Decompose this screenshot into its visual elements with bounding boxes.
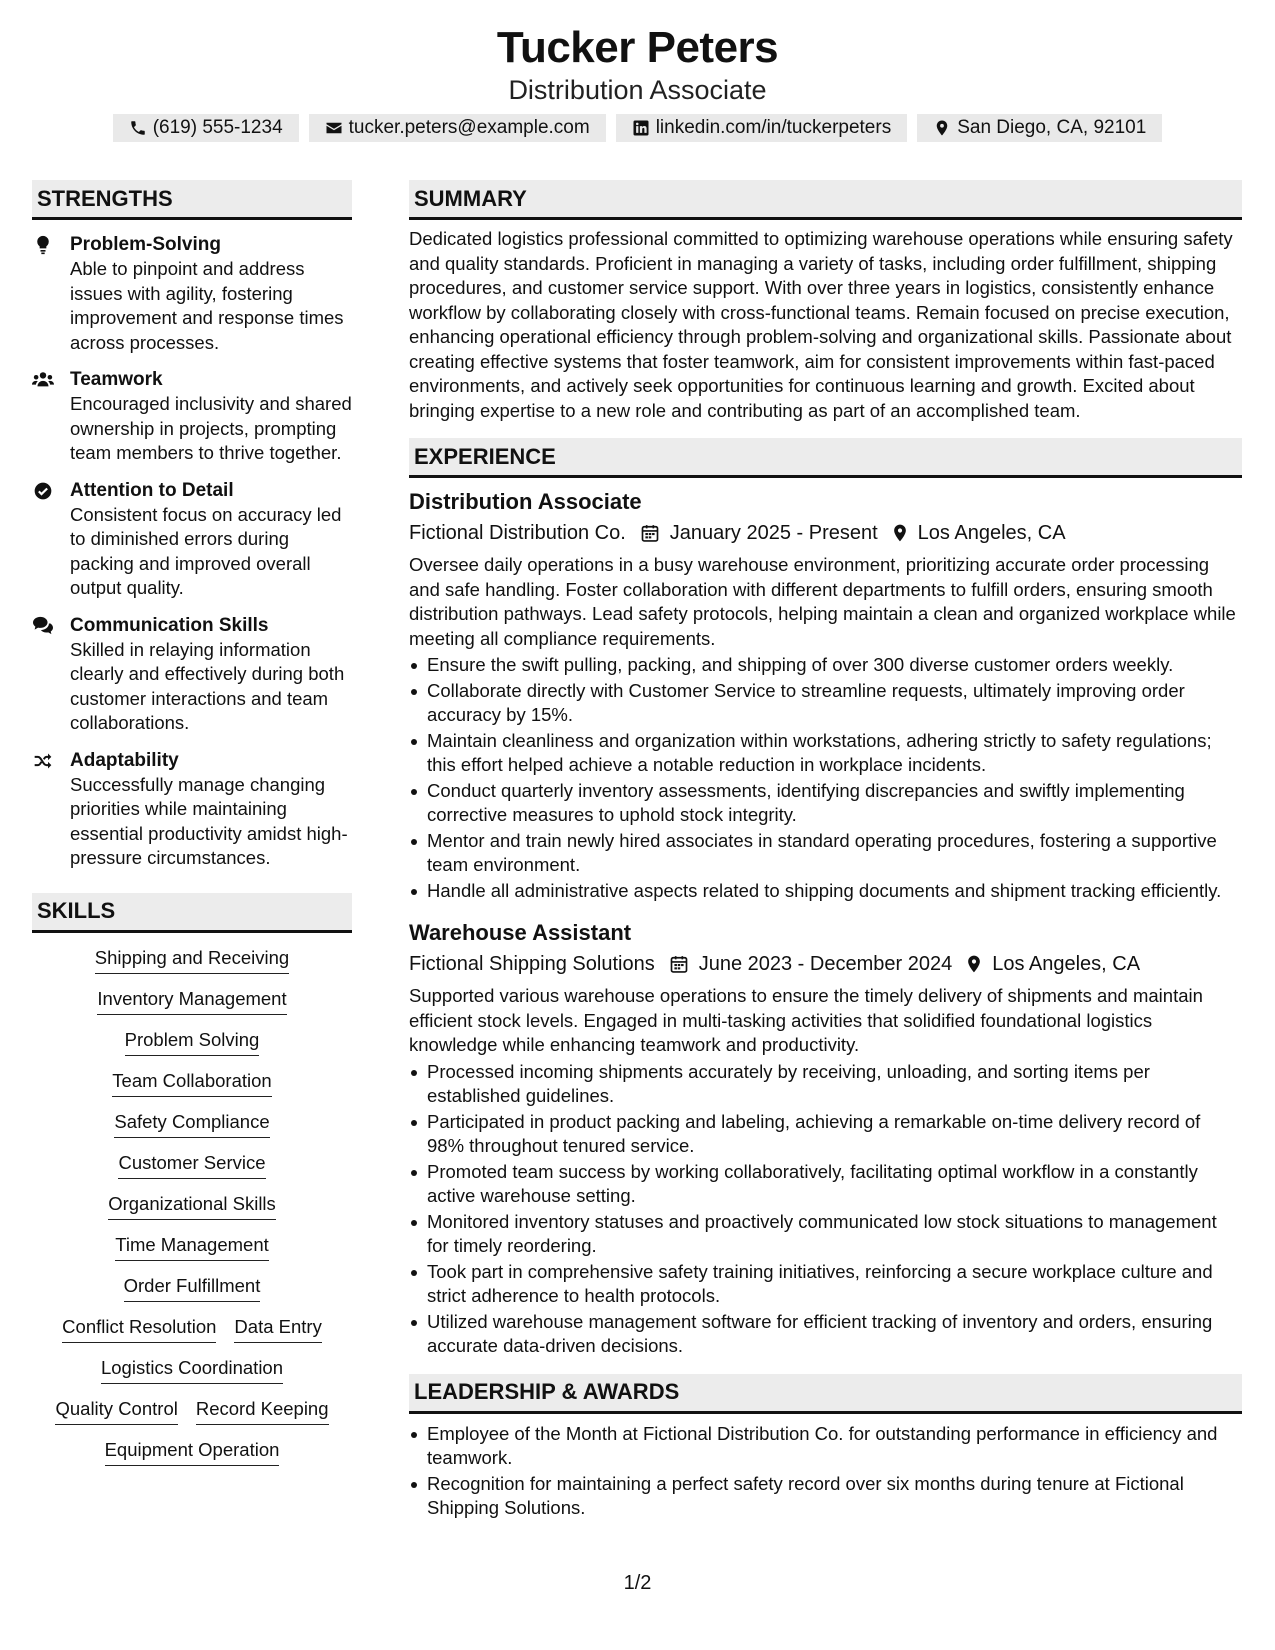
- strength-title: Problem-Solving: [70, 234, 221, 255]
- calendar-icon: [669, 954, 689, 974]
- candidate-name: Tucker Peters: [496, 23, 779, 72]
- strength-desc: Successfully manage changing priorities while maintaining essential productivity amidst high-pressure circumstances.: [70, 773, 348, 868]
- left-column: [32, 180, 352, 1466]
- job-entry: [409, 488, 1242, 903]
- job-entry: [409, 919, 1242, 1359]
- job-bullet: Mentor and train newly hired associates in standard operating procedures, fostering a supportive team environment.: [409, 829, 1242, 878]
- job-dates: January 2025 - Present: [669, 522, 878, 544]
- contact-linkedin-text: linkedin.com/in/tuckerpeters: [655, 117, 892, 138]
- strength-title: Teamwork: [70, 369, 163, 390]
- job-bullet: Handle all administrative aspects related to shipping documents and shipment tracking efficiently.: [409, 879, 1242, 904]
- strength-item: [32, 233, 352, 355]
- envelope-icon: [325, 119, 343, 137]
- job-bullet: Processed incoming shipments accurately by receiving, unloading, and sorting items per established guidelines.: [409, 1060, 1242, 1109]
- summary-text: Dedicated logistics professional committed to optimizing warehouse operations while ensuring safety and quality standards. Proficient in managing a variety of tasks, including order fulfillment, shipping procedures, and customer service support. With over three years in logistics, consistently enhance workflow by collaborating closely with cross-functional teams. Remain focused on precise execution, enhancing operational efficiency through problem-solving and organizational skills. Passionate about creating effective systems that foster teamwork, aim for consistent improvements within fast-paced environments, and actively seek opportunities for continuous learning and growth. Excited about bringing expertise to a new role and contributing as part of an accomplished team.: [409, 228, 1233, 421]
- strength-desc: Encouraged inclusivity and shared ownership in projects, prompting team members to thrive together.: [70, 393, 352, 463]
- skill-tag: Safety Compliance: [114, 1111, 269, 1138]
- calendar-icon: [640, 523, 660, 543]
- awards-list: [409, 1422, 1242, 1521]
- skill-tag: Customer Service: [118, 1152, 265, 1179]
- job-role: Distribution Associate: [409, 489, 642, 514]
- skill-tag: Shipping and Receiving: [95, 947, 289, 974]
- contact-email[interactable]: [309, 114, 606, 142]
- phone-icon: [129, 119, 147, 137]
- lightbulb-icon: [32, 235, 54, 255]
- job-company: Fictional Shipping Solutions: [409, 953, 655, 975]
- awards-heading: LEADERSHIP & AWARDS: [409, 1374, 1242, 1414]
- contact-location-text: San Diego, CA, 92101: [957, 117, 1147, 138]
- skills-list: [32, 947, 352, 1466]
- skill-tag: Quality Control: [55, 1398, 177, 1425]
- contact-email-text: tucker.peters@example.com: [348, 117, 590, 138]
- strength-item: [32, 749, 352, 871]
- users-icon: [32, 370, 54, 390]
- job-description: Supported various warehouse operations to ensure the timely delivery of shipments and maintain efficient stock levels. Engaged in multi-tasking activities that solidified foundational logistics knowledge while enhancing teamwork and productivity.: [409, 985, 1203, 1055]
- job-meta: [409, 519, 1242, 547]
- job-location: Los Angeles, CA: [992, 953, 1141, 975]
- job-bullet: Participated in product packing and labeling, achieving a remarkable on-time delivery record of 98% throughout tenured service.: [409, 1110, 1242, 1159]
- skill-tag: Equipment Operation: [105, 1439, 280, 1466]
- contact-bar: [0, 114, 1275, 142]
- job-description: Oversee daily operations in a busy warehouse environment, prioritizing accurate order processing and safe handling. Foster collaboration with different departments to fulfill orders, ensuring smooth distribution pathways. Lead safety protocols, helping maintain a clean and organized workplace while meeting all compliance requirements.: [409, 554, 1236, 649]
- skill-tag: Organizational Skills: [108, 1193, 276, 1220]
- strengths-heading: STRENGTHS: [32, 180, 352, 220]
- job-dates: June 2023 - December 2024: [698, 953, 953, 975]
- job-meta: [409, 950, 1242, 978]
- strength-desc: Able to pinpoint and address issues with agility, fostering improvement and response times across processes.: [70, 258, 344, 353]
- strength-desc: Skilled in relaying information clearly and effectively during both customer interactions and team collaborations.: [70, 638, 345, 733]
- check-circle-icon: [32, 481, 54, 501]
- job-bullet: Ensure the swift pulling, packing, and shipping of over 300 diverse customer orders weekly.: [409, 653, 1242, 678]
- experience-section: [409, 438, 1242, 1359]
- skill-tag: Problem Solving: [125, 1029, 260, 1056]
- strength-title: Attention to Detail: [70, 479, 234, 501]
- skill-tag: Conflict Resolution: [62, 1316, 216, 1343]
- awards-section: [409, 1374, 1242, 1521]
- right-column: [409, 180, 1242, 1522]
- shuffle-icon: [32, 751, 54, 771]
- job-bullet: Conduct quarterly inventory assessments, identifying discrepancies and swiftly implementing corrective measures to uphold stock integrity.: [409, 779, 1242, 828]
- skill-tag: Record Keeping: [196, 1398, 329, 1425]
- job-company: Fictional Distribution Co.: [409, 522, 626, 544]
- skill-tag: Order Fulfillment: [124, 1275, 261, 1302]
- resume-header: [0, 22, 1275, 142]
- strength-title: Communication Skills: [70, 614, 269, 636]
- job-bullets: [409, 653, 1242, 903]
- linkedin-icon: [632, 119, 650, 137]
- contact-phone[interactable]: [113, 114, 299, 142]
- job-bullets: [409, 1060, 1242, 1359]
- map-pin-icon: [964, 954, 984, 974]
- map-pin-icon: [933, 119, 951, 137]
- skill-tag: Time Management: [115, 1234, 269, 1261]
- job-bullet: Maintain cleanliness and organization within workstations, adhering strictly to safety regulations; this effort helped achieve a notable reduction in workplace incidents.: [409, 729, 1242, 778]
- strength-item: [32, 368, 352, 466]
- award-item: Employee of the Month at Fictional Distribution Co. for outstanding performance in efficiency and teamwork.: [409, 1422, 1242, 1471]
- job-bullet: Monitored inventory statuses and proactively communicated low stock situations to management for timely reordering.: [409, 1210, 1242, 1259]
- strength-item: [32, 479, 352, 601]
- job-role: Warehouse Assistant: [409, 920, 632, 945]
- skill-tag: Team Collaboration: [112, 1070, 271, 1097]
- contact-location: [917, 114, 1162, 142]
- comments-icon: [32, 616, 54, 636]
- candidate-title: Distribution Associate: [508, 75, 767, 105]
- contact-linkedin[interactable]: [616, 114, 908, 142]
- skill-tag: Logistics Coordination: [101, 1357, 283, 1384]
- strength-title: Adaptability: [70, 749, 179, 771]
- job-location: Los Angeles, CA: [917, 522, 1066, 544]
- contact-phone-text: (619) 555-1234: [152, 117, 283, 138]
- strength-item: [32, 614, 352, 736]
- page-number: 1/2: [623, 1572, 652, 1594]
- job-bullet: Collaborate directly with Customer Service to streamline requests, ultimately improving order accuracy by 15%.: [409, 679, 1242, 728]
- skill-tag: Data Entry: [234, 1316, 321, 1343]
- skill-tag: Inventory Management: [97, 988, 286, 1015]
- strength-desc: Consistent focus on accuracy led to diminished errors during packing and improved overall output quality.: [70, 503, 342, 598]
- map-pin-icon: [890, 523, 910, 543]
- summary-heading: SUMMARY: [409, 180, 1242, 220]
- skills-heading: SKILLS: [32, 893, 352, 933]
- job-bullet: Utilized warehouse management software for efficient tracking of inventory and orders, ensuring accurate data-driven decisions.: [409, 1310, 1242, 1359]
- experience-heading: EXPERIENCE: [409, 438, 1242, 478]
- award-item: Recognition for maintaining a perfect safety record over six months during tenure at Fictional Shipping Solutions.: [409, 1472, 1242, 1521]
- job-bullet: Promoted team success by working collaboratively, facilitating optimal workflow in a constantly active warehouse setting.: [409, 1160, 1242, 1209]
- job-bullet: Took part in comprehensive safety training initiatives, reinforcing a secure workplace culture and strict adherence to health protocols.: [409, 1260, 1242, 1309]
